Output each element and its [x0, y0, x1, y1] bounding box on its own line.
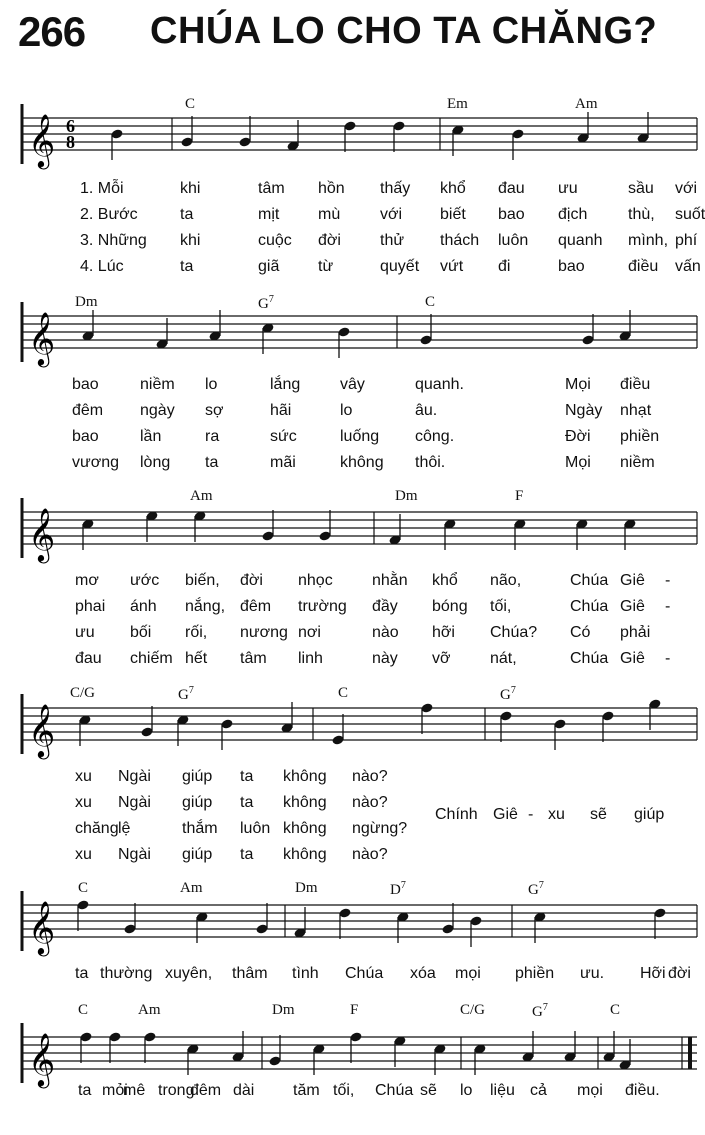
lyric-syllable: khổ [432, 572, 458, 589]
lyric-syllable: ta [240, 846, 254, 863]
lyric-syllable: nào? [352, 768, 388, 785]
lyric-syllable: Chúa [345, 965, 384, 982]
lyric-syllable: 4. Lúc [80, 258, 124, 275]
refrain-syllable: - [528, 806, 534, 823]
lyric-syllable: nào? [352, 794, 388, 811]
lyric-syllable: phí [675, 232, 698, 249]
lyric-syllable: Chúa [375, 1082, 414, 1099]
refrain-syllable: giúp [634, 806, 665, 823]
time-signature-bottom: 8 [66, 132, 75, 152]
lyric-syllable: trường [298, 598, 347, 615]
lyric-syllable: đêm [240, 598, 272, 615]
lyric-syllable: đời [668, 965, 691, 982]
lyric-syllable: nắng, [185, 598, 226, 615]
lyric-syllable: chiếm [130, 650, 173, 667]
lyric-syllable: luôn [498, 232, 529, 249]
lyric-syllable: nào [372, 624, 399, 641]
lyric-syllable: sẽ [420, 1082, 437, 1099]
lyric-syllable: ra [205, 428, 220, 445]
lyric-syllable: bao [72, 428, 99, 445]
lyric-syllable: 1. Mỗi [80, 180, 124, 197]
lyric-syllable: sầu [628, 180, 654, 197]
lyric-syllable: Mọi [565, 376, 591, 393]
lyric-syllable: không [283, 846, 327, 863]
lyric-syllable: Giê [620, 598, 645, 615]
refrain-syllable: Chính [435, 806, 478, 823]
lyric-syllable: nào? [352, 846, 388, 863]
lyric-syllable: - [665, 572, 671, 589]
lyric-syllable: từ [318, 258, 334, 275]
lyric-syllable: sợ [205, 402, 224, 419]
chord-name: C/G [460, 1002, 486, 1018]
lyric-syllable: âu. [415, 402, 438, 419]
refrain-syllable: xu [548, 806, 565, 823]
lyric-syllable: điều [620, 376, 651, 393]
lyric-syllable: niềm [620, 454, 655, 471]
chord-name: F [515, 488, 524, 504]
hymn-title: CHÚA LO CHO TA CHĂNG? [150, 10, 658, 52]
lyric-syllable: địch [558, 206, 588, 223]
lyric-syllable: giúp [182, 846, 213, 863]
lyric-syllable: bối [130, 624, 152, 641]
lyric-syllable: mơ [75, 572, 99, 589]
lyric-syllable: không [283, 820, 327, 837]
lyric-syllable: ưu [75, 624, 95, 641]
chord-symbol [272, 1002, 295, 1019]
lyric-syllable: Có [570, 624, 591, 641]
lyric-syllable: giúp [182, 768, 213, 785]
lyric-syllable: tăm [293, 1082, 320, 1099]
lyric-syllable: Giê [620, 572, 645, 589]
lyric-syllable: Ngài [118, 846, 151, 863]
chord-symbol [532, 1002, 548, 1021]
chord-name: Dm [75, 294, 98, 310]
hymn-number: 266 [18, 8, 86, 55]
lyric-syllable: Chúa [570, 598, 609, 615]
lyric-syllable: lòng [140, 454, 171, 471]
lyric-syllable: điều [628, 258, 659, 275]
lyric-syllable: ngày [140, 402, 175, 419]
lyric-syllable: não, [490, 572, 522, 589]
lyric-syllable: rối, [185, 624, 208, 641]
lyric-syllable: thử [380, 232, 405, 249]
chord-extension: 7 [542, 1002, 548, 1013]
chord-extension: 7 [538, 880, 544, 891]
lyric-syllable: với [380, 206, 403, 223]
chord-extension: 7 [400, 880, 406, 891]
lyric-syllable: nương [240, 624, 288, 641]
chord-name: Am [138, 1002, 161, 1018]
lyric-syllable: ta [240, 794, 254, 811]
chord-symbol [460, 1002, 485, 1019]
lyric-syllable: Chúa [570, 572, 609, 589]
lyric-syllable: Hỡi [640, 965, 666, 982]
lyric-syllable: công. [415, 428, 455, 445]
lyric-syllable: thù, [628, 206, 655, 223]
lyric-syllable: thấy [380, 180, 411, 197]
lyric-syllable: Ngài [118, 794, 151, 811]
chord-name: Dm [295, 880, 318, 896]
chord-name: Dm [395, 488, 418, 504]
lyric-syllable: phiền [515, 965, 555, 982]
lyric-syllable: 3. Những [80, 232, 147, 249]
lyric-syllable: mịt [258, 206, 280, 223]
lyric-syllable: vấn [675, 258, 701, 275]
lyric-syllable: hồn [318, 180, 345, 197]
lyric-syllable: bóng [432, 598, 468, 615]
chord-name: G [500, 687, 511, 703]
lyric-syllable: nhọc [298, 572, 333, 589]
lyric-syllable: hỡi [432, 624, 455, 641]
lyric-syllable: đêm [190, 1082, 222, 1099]
lyric-syllable: khi [180, 180, 201, 197]
lyric-syllable: mù [318, 206, 341, 223]
treble-clef-icon: 𝄞 [28, 113, 56, 167]
lyric-syllable: điều. [625, 1082, 660, 1099]
lyric-syllable: đời [318, 232, 341, 249]
lyric-syllable: bao [558, 258, 585, 275]
treble-clef-icon: 𝄞 [28, 900, 56, 954]
lyric-syllable: lo [460, 1082, 473, 1099]
chord-name: Am [575, 96, 598, 112]
lyric-syllable: ta [75, 965, 89, 982]
lyric-syllable: niềm [140, 376, 175, 393]
chord-name: G [528, 882, 539, 898]
lyric-syllable: xuyên, [165, 965, 213, 982]
chord-name: C [338, 685, 349, 701]
lyric-syllable: phải [620, 624, 651, 641]
lyric-syllable: 2. Bước [80, 206, 138, 223]
chord-name: D [390, 882, 401, 898]
lyric-syllable: mãi [270, 454, 296, 471]
lyric-syllable: giúp [182, 794, 213, 811]
treble-clef-icon: 𝄞 [28, 703, 56, 757]
chord-name: Dm [272, 1002, 295, 1018]
lyric-syllable: biết [440, 206, 466, 223]
lyric-syllable: lo [340, 402, 353, 419]
lyric-syllable: mọi [455, 965, 481, 982]
treble-clef-icon: 𝄞 [28, 311, 56, 365]
lyric-syllable: mỏi [102, 1082, 128, 1099]
lyric-syllable: thách [440, 232, 480, 249]
lyric-syllable: giã [258, 258, 280, 275]
lyric-syllable: trong [158, 1082, 195, 1099]
lyric-syllable: xu [75, 794, 92, 811]
chord-name: C [425, 294, 436, 310]
time-signature-top: 6 [66, 116, 75, 136]
lyric-syllable: cuộc [258, 232, 292, 249]
lyric-syllable: khi [180, 232, 201, 249]
chord-extension: 7 [268, 294, 274, 305]
lyric-syllable: nơi [298, 624, 321, 641]
lyric-syllable: đau [75, 650, 102, 667]
chord-name: F [350, 1002, 359, 1018]
chord-symbol [610, 1002, 620, 1019]
lyric-syllable: xu [75, 768, 92, 785]
lyric-syllable: vứt [440, 258, 464, 275]
lyric-syllable: Ngày [565, 402, 603, 419]
lyric-syllable: thôi. [415, 454, 446, 471]
lyric-syllable: tình [292, 965, 319, 982]
lyric-syllable: Chúa [570, 650, 609, 667]
lyric-syllable: quanh [558, 232, 603, 249]
lyric-syllable: thường [100, 965, 153, 982]
lyric-syllable: ta [240, 768, 254, 785]
lyric-syllable: quyết [380, 258, 420, 275]
lyric-syllable: vỡ [432, 650, 451, 667]
lyric-syllable: không [283, 794, 327, 811]
lyric-syllable: mê [123, 1082, 146, 1099]
chord-name: C [185, 96, 196, 112]
lyric-syllable: suốt [675, 206, 705, 223]
lyric-syllable: tối, [490, 598, 512, 615]
lyric-syllable: lệ [118, 820, 131, 837]
lyric-syllable: đời [240, 572, 263, 589]
lyric-syllable: luống [340, 428, 380, 445]
chord-name: G [178, 687, 189, 703]
treble-clef-icon: 𝄞 [28, 1032, 56, 1086]
lyric-syllable: liệu [490, 1082, 515, 1099]
lyric-syllable: ta [180, 258, 194, 275]
lyric-syllable: vây [340, 376, 365, 393]
lyric-syllable: này [372, 650, 398, 667]
lyric-syllable: nhạt [620, 402, 652, 419]
chord-name: Em [447, 96, 468, 112]
chord-extension: 7 [188, 685, 194, 696]
chord-name: G [258, 296, 269, 312]
lyric-syllable: xu [75, 846, 92, 863]
lyric-syllable: vương [72, 454, 119, 471]
chord-symbol [138, 1002, 161, 1019]
chord-name: Am [190, 488, 213, 504]
lyric-syllable: chăng [75, 820, 119, 837]
lyric-syllable: khổ [440, 180, 466, 197]
lyric-syllable: không [340, 454, 384, 471]
lyric-syllable: đau [498, 180, 525, 197]
lyric-syllable: luôn [240, 820, 271, 837]
lyric-syllable: Ngài [118, 768, 151, 785]
lyric-syllable: biến, [185, 572, 220, 589]
lyric-syllable: quanh. [415, 376, 464, 393]
lyric-syllable: ta [78, 1082, 92, 1099]
refrain-syllable: sẽ [590, 806, 607, 823]
lyric-syllable: bao [72, 376, 99, 393]
lyric-syllable: đêm [72, 402, 104, 419]
chord-name: Am [180, 880, 203, 896]
lyric-syllable: với [675, 180, 698, 197]
refrain-syllable: Giê [493, 806, 518, 823]
lyric-syllable: nát, [490, 650, 517, 667]
lyric-syllable: không [283, 768, 327, 785]
lyric-syllable: Đời [565, 428, 591, 445]
lyric-syllable: Giê [620, 650, 645, 667]
lyric-syllable: sức [270, 428, 297, 445]
lyric-syllable: nhằn [372, 572, 408, 589]
chord-extension: 7 [510, 685, 516, 696]
lyric-syllable: ta [205, 454, 219, 471]
lyric-syllable: tối, [333, 1082, 355, 1099]
lyric-syllable: ước [130, 572, 160, 589]
lyric-syllable: phiền [620, 428, 660, 445]
lyric-syllable: dài [233, 1082, 255, 1099]
lyric-syllable: lắng [270, 376, 301, 393]
chord-name: C [610, 1002, 621, 1018]
lyric-syllable: - [665, 598, 671, 615]
lyric-syllable: bao [498, 206, 525, 223]
lyric-syllable: cả [530, 1082, 547, 1099]
lyric-syllable: ta [180, 206, 194, 223]
chord-name: G [532, 1004, 543, 1020]
lyric-syllable: ngừng? [352, 820, 408, 837]
chord-name: C/G [70, 685, 96, 701]
lyric-syllable: đi [498, 258, 511, 275]
lyric-syllable: - [665, 650, 671, 667]
chord-name: C [78, 880, 89, 896]
lyric-syllable: thâm [232, 965, 268, 982]
lyric-syllable: linh [298, 650, 323, 667]
lyric-syllable: lo [205, 376, 218, 393]
chord-symbol [78, 1002, 88, 1019]
lyric-syllable: ưu. [580, 965, 605, 982]
lyric-syllable: xóa [410, 965, 436, 982]
chord-name: C [78, 1002, 89, 1018]
lyric-syllable: thắm [182, 820, 218, 837]
lyric-syllable: tâm [240, 650, 267, 667]
lyric-syllable: ánh [130, 598, 157, 615]
lyric-syllable: hãi [270, 402, 292, 419]
lyric-syllable: hết [185, 650, 208, 667]
lyric-syllable: mình, [628, 232, 669, 249]
lyric-syllable: tâm [258, 180, 285, 197]
lyric-syllable: Chúa? [490, 624, 538, 641]
treble-clef-icon: 𝄞 [28, 507, 56, 561]
lyric-syllable: ưu [558, 180, 578, 197]
lyric-syllable: mọi [577, 1082, 603, 1099]
chord-symbol [350, 1002, 358, 1019]
lyric-syllable: phai [75, 598, 106, 615]
lyric-syllable: lần [140, 428, 162, 445]
lyric-syllable: Mọi [565, 454, 591, 471]
lyric-syllable: đầy [372, 598, 398, 615]
